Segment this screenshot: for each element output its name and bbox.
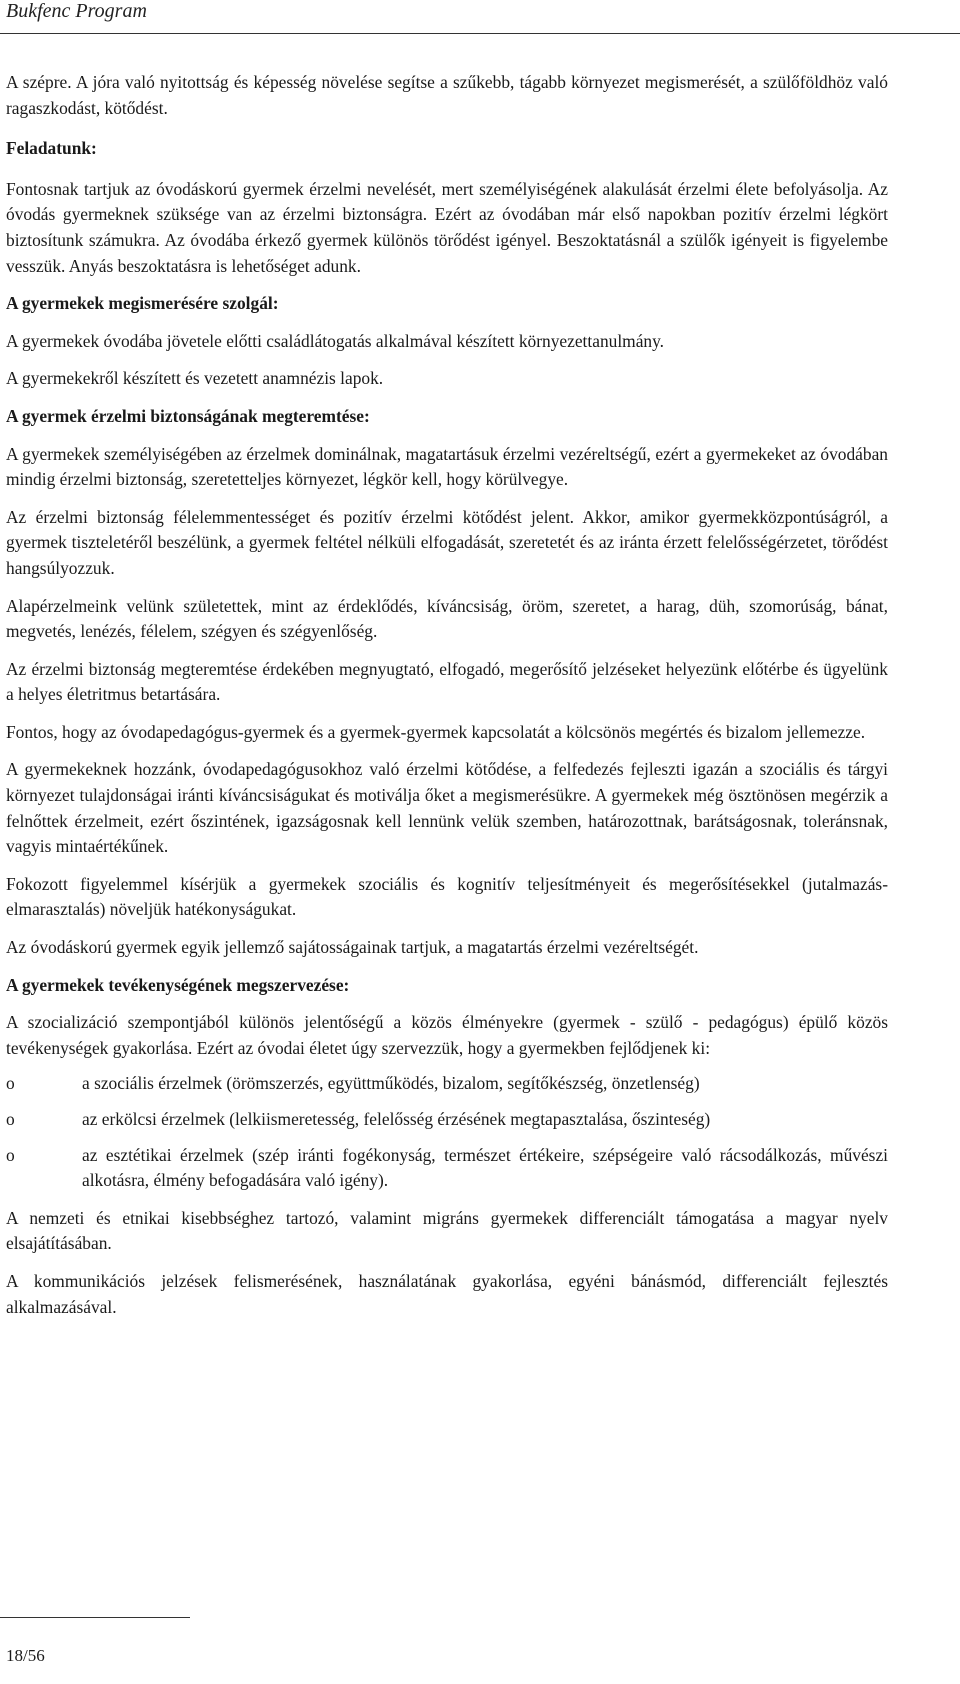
header-divider: [0, 33, 960, 34]
page-number: 18/56: [6, 1646, 45, 1665]
bullet-marker: o: [6, 1144, 15, 1165]
document-body: [6, 70, 888, 1320]
paragraph: Az óvodáskorú gyermek egyik jellemző sajátosságainak tartjuk, a magatartás érzelmi vezéreltségét.: [6, 937, 699, 958]
paragraph: A gyermekek óvodába jövetele előtti családlátogatás alkalmával készített környezettanulmány.: [6, 330, 665, 351]
bullet-marker: o: [6, 1073, 15, 1094]
paragraph: A gyermekeknek hozzánk, óvodapedagógusokhoz való érzelmi kötődése, a felfedezés fejleszti igazán a szociális és tárgyi környezet tulajdonságai iránti kíváncsiságukat és motiválja őket a megismerésükre. A gyermekek még ösztönösen megérzik a felnőttek érzelmeit, ezért őszintének, igazságosnak kell lennünk velük szemben, határozottnak, barátságosnak, toleránsnak, vagyis mintaértékűnek.: [6, 759, 888, 857]
paragraph: Fontos, hogy az óvodapedagógus-gyermek és a gyermek-gyermek kapcsolatát a kölcsönös megértés és bizalom jellemezze.: [6, 721, 866, 742]
section-heading: A gyermekek tevékenységének megszervezése:: [6, 974, 350, 995]
list-item-text: az esztétikai érzelmek (szép iránti fogékonyság, természet értékeire, szépségeire való rácsodálkozás, művészi alkotásra, élmény befogadására való igény).: [82, 1144, 888, 1191]
document-header-title: Bukfenc Program: [6, 0, 147, 22]
footer-divider: [0, 1617, 190, 1618]
emotion-list: [6, 1071, 888, 1193]
paragraph: Az érzelmi biztonság megteremtése érdekében megnyugtató, elfogadó, megerősítő jelzéseket helyezünk előtérbe és ügyelünk a helyes életritmus betartására.: [6, 658, 888, 705]
section-heading: Feladatunk:: [6, 138, 97, 159]
paragraph: Fokozott figyelemmel kísérjük a gyermekek szociális és kognitív teljesítményeit és megerősítésekkel (jutalmazás-elmarasztalás) növeljük hatékonyságukat.: [6, 873, 888, 920]
bullet-marker: o: [6, 1109, 15, 1129]
paragraph: A szépre. A jóra való nyitottság és képesség növelése segítse a szűkebb, tágabb környezet megismerését, a szülőföldhöz való ragaszkodást, kötődést.: [6, 72, 888, 118]
list-item: [6, 1071, 888, 1097]
paragraph: Fontosnak tartjuk az óvodáskorú gyermek érzelmi nevelését, mert személyiségének alakulását érzelmi élete befolyásolja. Az óvodás gyermeknek szüksége van az érzelmi biztonságra. Ezért az óvodában már első napokban pozitív érzelmi légkört biztosítunk számukra. Az óvodába érkező gyermek különös törődést igényel. Beszoktatásnál a szülők igényeit is figyelembe vesszük. Anyás beszoktatásra is lehetőséget adunk.: [6, 178, 888, 276]
section-heading: A gyermekek megismerésére szolgál:: [6, 293, 279, 314]
paragraph: A szocializáció szempontjából különös jelentőségű a közös élményekre (gyermek - szülő - pedagógus) épülő közös tevékenységek gyakorlása. Ezért az óvodai életet úgy szervezzük, hogy a gyermekben fejlődjenek ki:: [6, 1012, 888, 1058]
list-item: [6, 1107, 888, 1133]
paragraph: A gyermekekről készített és vezetett anamnézis lapok.: [6, 368, 384, 389]
list-item-text: az erkölcsi érzelmek (lelkiismeretesség, felelősség érzésének megtapasztalása, őszinteség): [82, 1109, 711, 1129]
section-heading: A gyermek érzelmi biztonságának megteremtése:: [6, 405, 370, 426]
list-item-text: a szociális érzelmek (örömszerzés, együttműködés, bizalom, segítőkészség, önzetlenség): [82, 1073, 700, 1094]
paragraph: Az érzelmi biztonság félelemmentességet és pozitív érzelmi kötődést jelent. Akkor, amikor gyermekközpontúságról, a gyermek tiszteletéről beszélünk, a gyermek feltétel nélküli elfogadását, szeretetét és az iránta érzett felelősségérzetet, törődést hangsúlyozzuk.: [6, 506, 888, 578]
list-item: [6, 1143, 888, 1194]
paragraph: A gyermekek személyiségében az érzelmek dominálnak, magatartásuk érzelmi vezéreltségű, ezért a gyermekeket az óvodában mindig érzelmi biztonság, szeretetteljes környezet, légkör kell, hogy körülvegye.: [6, 443, 888, 490]
paragraph: Alapérzelmeink velünk születettek, mint az érdeklődés, kíváncsiság, öröm, szeretet, a harag, düh, szomorúság, bánat, megvetés, lenézés, félelem, szégyen és szégyenlőség.: [6, 595, 888, 642]
paragraph: A nemzeti és etnikai kisebbséghez tartozó, valamint migráns gyermekek differenciált támogatása a magyar nyelv elsajátításában.: [6, 1207, 888, 1254]
paragraph: A kommunikációs jelzések felismerésének, használatának gyakorlása, egyéni bánásmód, differenciált fejlesztés alkalmazásával.: [6, 1270, 888, 1317]
